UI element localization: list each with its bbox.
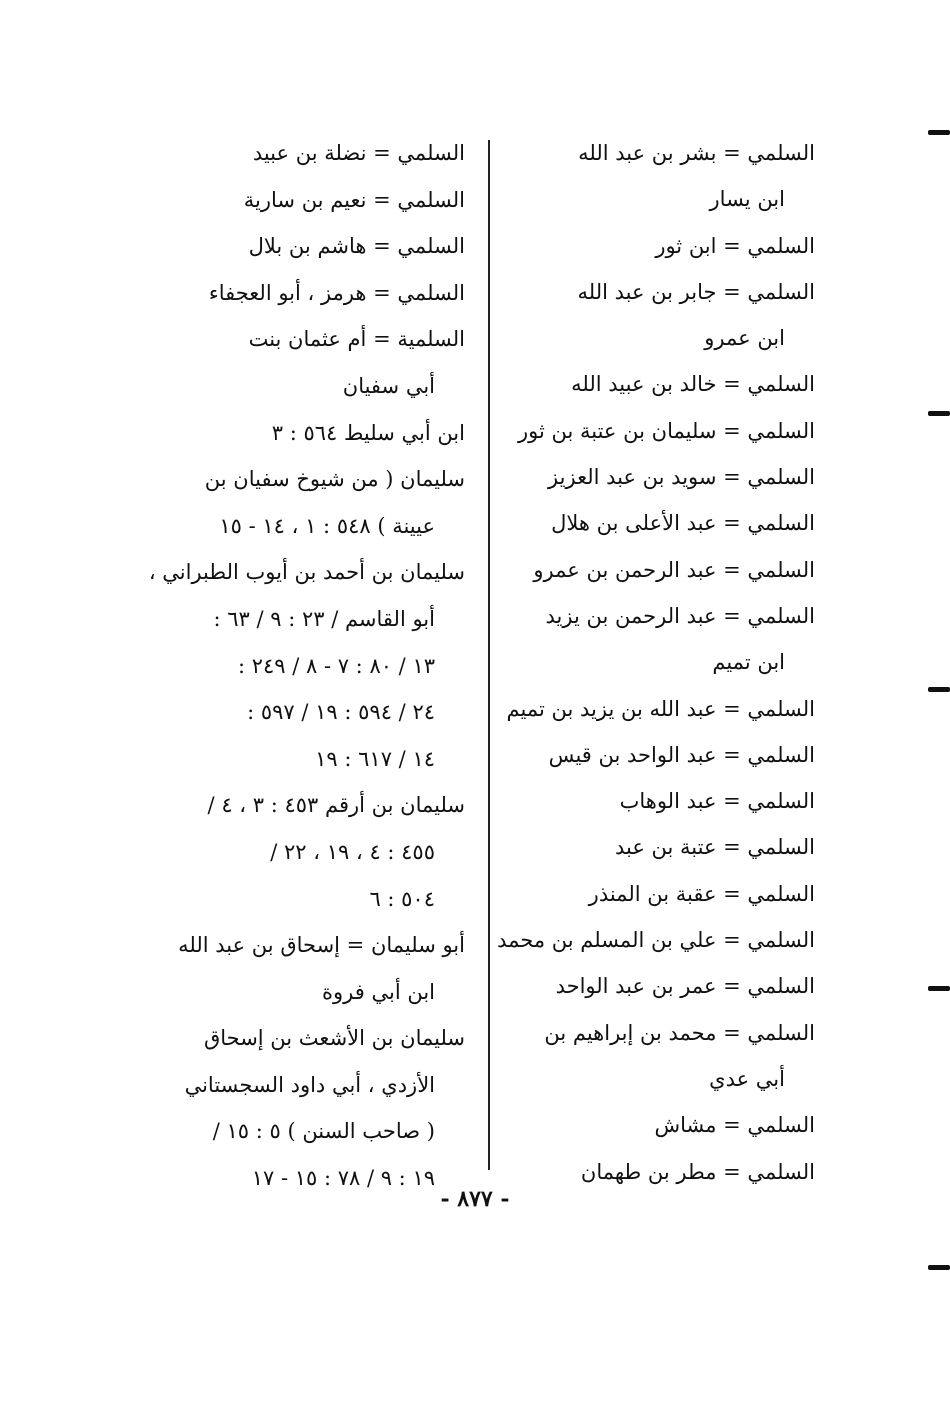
left-column-entry-line: عيينة ) ٥٤٨ : ١ ، ١٤ - ١٥ — [219, 513, 435, 538]
right-column-entry-line: ابن تميم — [712, 650, 785, 675]
left-column-entry-line: ابن أبي سليط ٥٦٤ : ٣ — [271, 420, 465, 445]
right-column-entry-line: السلمي = عمر بن عبد الواحد — [555, 974, 815, 999]
left-column-entry-line: الأزدي ، أبي داود السجستاني — [184, 1072, 435, 1097]
left-column-entry-line: ١٤ / ٦١٧ : ١٩ — [315, 746, 435, 771]
left-column-entry-line: ( صاحب السنن ) ٥ : ١٥ / — [212, 1119, 435, 1144]
right-column-entry-line: السلمي = عتبة بن عبد — [614, 835, 815, 860]
left-column-entry-line: ٥٠٤ : ٦ — [369, 886, 435, 911]
right-column-entry-line: أبي عدي — [709, 1066, 785, 1091]
right-column-entry-line: السلمي = عبد الوهاب — [619, 789, 815, 814]
right-column-entry-line: السلمي = مطر بن طهمان — [580, 1159, 815, 1184]
right-column-entry-line: ابن عمرو — [704, 326, 785, 351]
right-column-entry-line: السلمي = سليمان بن عتبة بن ثور — [517, 418, 815, 443]
margin-mark — [928, 130, 950, 135]
left-column-entry-line: السلمي = نعيم بن سارية — [243, 187, 465, 212]
right-column-entry-line: السلمي = عبد الواحد بن قيس — [548, 742, 815, 767]
right-column-entry-line: السلمي = بشر بن عبد الله — [578, 141, 815, 165]
right-column-entry-line: السلمي = عبد الرحمن بن يزيد — [545, 603, 815, 628]
right-column-entry-line: السلمي = جابر بن عبد الله — [577, 279, 815, 304]
left-column-entry-line: أبو سليمان = إسحاق بن عبد الله — [178, 933, 465, 958]
margin-mark — [928, 411, 950, 416]
left-column-entry-line: سليمان ( من شيوخ سفيان بن — [204, 467, 465, 492]
left-column-entry-line: سليمان بن أحمد بن أيوب الطبراني ، — [148, 560, 465, 585]
column-divider — [488, 140, 490, 1170]
right-column-entry-line: السلمي = خالد بن عبيد الله — [571, 372, 815, 397]
right-column-entry-line: ابن يسار — [709, 187, 785, 212]
page-number: - ٨٧٧ - — [440, 1186, 510, 1212]
margin-mark — [928, 986, 950, 991]
left-column-entry-line: ٤٥٥ : ٤ ، ١٩ ، ٢٢ / — [270, 839, 435, 864]
left-column-entry-line: ١٣ / ٨٠ : ٧ - ٨ / ٢٤٩ : — [237, 653, 435, 678]
margin-mark — [928, 687, 950, 692]
left-column-entry-line: السلمي = هرمز ، أبو العجفاء — [208, 280, 465, 305]
left-column-entry-line: ١٩ : ٩ / ٧٨ : ١٥ - ١٧ — [251, 1166, 435, 1191]
left-index-column — [148, 130, 465, 1202]
right-column-entry-line: السلمي = مشاش — [654, 1113, 815, 1138]
right-column-entry-line: السلمي = عقبة بن المنذر — [588, 881, 815, 906]
left-column-entry-line: أبو القاسم / ٢٣ : ٩ / ٦٣ : — [213, 606, 435, 631]
right-column-entry-line: السلمي = عبد الأعلى بن هلال — [551, 511, 815, 536]
right-column-entry-line: السلمي = عبد الله بن يزيد بن تميم — [506, 696, 815, 721]
left-column-entry-line: أبي سفيان — [342, 373, 435, 398]
left-column-entry-line: السلمية = أم عثمان بنت — [248, 327, 465, 352]
right-column-entry-line: السلمي = ابن ثور — [655, 233, 815, 258]
right-index-column — [497, 130, 815, 1195]
right-column-entry-line: السلمي = عبد الرحمن بن عمرو — [533, 557, 815, 582]
left-column-entry-line: سليمان بن أرقم ٤٥٣ : ٣ ، ٤ / — [207, 793, 465, 818]
left-column-entry-line: ابن أبي فروة — [322, 979, 435, 1004]
left-column-entry-line: السلمي = نضلة بن عبيد — [252, 141, 465, 165]
left-column-entry-line: سليمان بن الأشعث بن إسحاق — [203, 1026, 465, 1051]
left-column-entry-line: السلمي = هاشم بن بلال — [248, 234, 465, 259]
right-column-entry-line: السلمي = سويد بن عبد العزيز — [548, 465, 815, 490]
left-column-entry-line: ٢٤ / ٥٩٤ : ١٩ / ٥٩٧ : — [247, 700, 435, 725]
margin-mark — [928, 1265, 950, 1270]
right-column-entry-line: السلمي = محمد بن إبراهيم بن — [544, 1020, 815, 1045]
right-column-entry-line: السلمي = علي بن المسلم بن محمد — [497, 928, 815, 953]
